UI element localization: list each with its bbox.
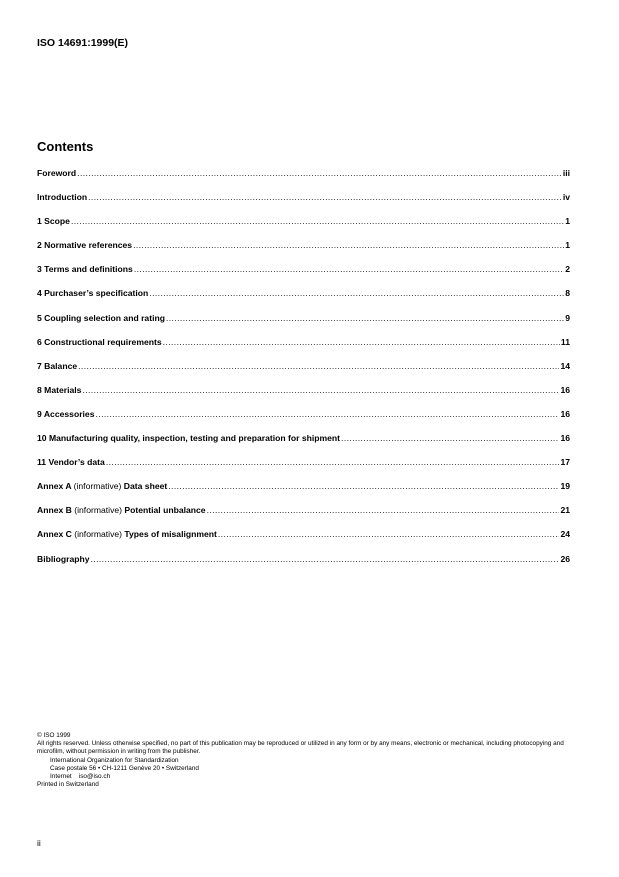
annex-title: Data sheet — [123, 481, 168, 492]
toc-entry[interactable] — [37, 409, 570, 433]
toc-entry-title: 2 Normative references — [37, 240, 133, 251]
toc-entry-page: 16 — [560, 408, 570, 419]
dot-leader — [82, 385, 559, 395]
toc-entry-page: 2 — [565, 264, 570, 275]
annex-title: Potential unbalance — [124, 505, 206, 516]
toc-entry[interactable] — [37, 192, 570, 216]
annex-type-note: (informative) — [73, 481, 122, 492]
dot-leader — [133, 240, 564, 250]
toc-entry-page: 26 — [560, 553, 570, 564]
toc-entry-page: iii — [562, 168, 570, 178]
internet-line — [37, 773, 582, 781]
toc-entry-title — [37, 481, 167, 491]
toc-entry-page: 1 — [565, 240, 570, 251]
annex-title: Types of misalignment — [124, 529, 217, 540]
organization-address: Case postale 56 • CH-1211 Genève 20 • Switzerland — [50, 764, 199, 772]
annex-label: Annex A — [37, 481, 72, 492]
annex-type-note: (informative) — [74, 529, 123, 540]
toc-entry-page: 16 — [560, 433, 570, 444]
dot-leader — [166, 313, 564, 323]
annex-label: Annex C — [37, 529, 72, 540]
dot-leader — [91, 554, 560, 564]
toc-entry-title: Bibliography — [37, 553, 90, 564]
annex-label: Annex B — [37, 505, 72, 516]
toc-entry[interactable] — [37, 337, 570, 361]
internet-email: iso@iso.ch — [78, 773, 111, 781]
toc-entry[interactable] — [37, 216, 570, 240]
toc-entry-title: 8 Materials — [37, 384, 82, 395]
toc-entry-page: 24 — [560, 529, 570, 540]
dot-leader — [106, 457, 560, 467]
toc-entry[interactable] — [37, 240, 570, 264]
toc-entry-page: 16 — [560, 384, 570, 395]
toc-entry-title: 7 Balance — [37, 360, 78, 371]
toc-entry[interactable] — [37, 313, 570, 337]
toc-entry-title: Foreword — [37, 168, 77, 178]
toc-entry-title: 1 Scope — [37, 216, 70, 227]
toc-entry[interactable] — [37, 288, 570, 312]
toc-entry-page: 17 — [560, 457, 570, 468]
dot-leader — [77, 168, 562, 178]
toc-entry[interactable] — [37, 457, 570, 481]
toc-entry-page: 1 — [565, 216, 570, 227]
copyright-notice — [37, 732, 582, 789]
dot-leader — [341, 433, 559, 443]
toc-entry[interactable] — [37, 264, 570, 288]
dot-leader — [168, 481, 559, 491]
dot-leader — [134, 264, 564, 274]
toc-entry-title — [37, 505, 206, 515]
dot-leader — [163, 337, 560, 347]
toc-entry-page: iv — [562, 192, 570, 203]
dot-leader — [96, 409, 560, 419]
dot-leader — [218, 529, 560, 539]
toc-entry-page: 11 — [560, 336, 570, 347]
document-id-header: ISO 14691:1999(E) — [37, 37, 129, 49]
toc-entry[interactable] — [37, 505, 570, 529]
toc-entry-page: 19 — [560, 481, 570, 492]
toc-entry-title: 9 Accessories — [37, 408, 95, 419]
toc-entry-title: 3 Terms and definitions — [37, 264, 133, 275]
internet-label: Internet — [50, 773, 72, 781]
toc-entry-title: 5 Coupling selection and rating — [37, 312, 165, 323]
rights-statement: All rights reserved. Unless otherwise specified, no part of this publication may be reproduced or utilized in any form or by any means, electronic or mechanical, including photocopying and microfilm, without permission in writing from the publisher. — [37, 740, 564, 756]
toc-entry-title: 11 Vendor’s data — [37, 457, 105, 468]
dot-leader — [88, 192, 562, 202]
toc-entry-title: 10 Manufacturing quality, inspection, testing and preparation for shipment — [37, 433, 341, 444]
organization-name: International Organization for Standardization — [50, 756, 179, 764]
toc-entry[interactable] — [37, 361, 570, 385]
dot-leader — [71, 216, 564, 226]
toc-entry-title: 4 Purchaser’s specification — [37, 288, 149, 299]
page-number: ii — [37, 838, 41, 848]
contents-heading: Contents — [37, 139, 94, 154]
toc-entry[interactable] — [37, 529, 570, 553]
toc-entry[interactable] — [37, 168, 570, 192]
toc-entry-title — [37, 529, 217, 539]
copyright-line: © ISO 1999 — [37, 732, 71, 739]
dot-leader — [78, 361, 559, 371]
toc-entry[interactable] — [37, 433, 570, 457]
dot-leader — [207, 505, 560, 515]
toc-entry-title: 6 Constructional requirements — [37, 336, 162, 347]
toc-entry-page: 9 — [565, 312, 570, 323]
printed-in: Printed in Switzerland — [37, 781, 99, 789]
toc-entry[interactable] — [37, 554, 570, 578]
dot-leader — [149, 288, 564, 298]
toc-entry-page: 21 — [560, 505, 570, 516]
toc-entry-page: 8 — [565, 288, 570, 299]
toc-entry-page: 14 — [560, 360, 570, 371]
toc-entry-title: Introduction — [37, 192, 88, 203]
toc-entry[interactable] — [37, 385, 570, 409]
toc-entry[interactable] — [37, 481, 570, 505]
annex-type-note: (informative) — [74, 505, 123, 516]
table-of-contents — [37, 168, 570, 578]
